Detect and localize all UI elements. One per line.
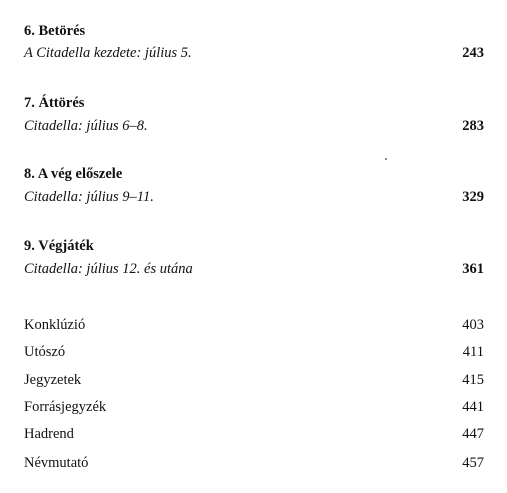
chapter-subtitle-line [24, 258, 484, 280]
chapter-subtitle: A Citadella kezdete: július 5. [24, 45, 192, 61]
back-matter-entry [24, 396, 484, 418]
chapter-page-number: 361 [462, 261, 484, 277]
chapter-page-number: 243 [462, 45, 484, 61]
back-matter-entry [24, 314, 484, 336]
chapter-subtitle: Citadella: július 6–8. [24, 118, 148, 134]
chapter-page-number: 329 [462, 189, 484, 205]
back-matter-page-number: 447 [462, 426, 484, 442]
back-matter-label: Forrásjegyzék [24, 399, 107, 415]
chapter-title: 9. Végjáték [24, 238, 94, 254]
chapter-title: 8. A vég előszele [24, 166, 123, 182]
back-matter-page-number: 441 [462, 399, 484, 415]
chapter-title-line [24, 20, 484, 42]
chapter-page-number: 283 [462, 118, 484, 134]
back-matter-label: Utószó [24, 344, 66, 360]
back-matter-entry [24, 341, 484, 363]
back-matter-label: Hadrend [24, 426, 74, 442]
back-matter-page-number: 411 [462, 344, 484, 360]
scan-speck [385, 158, 387, 160]
back-matter-label: Névmutató [24, 455, 89, 471]
back-matter-label: Jegyzetek [24, 372, 82, 388]
back-matter-entry [24, 452, 484, 474]
back-matter-page-number: 403 [462, 317, 484, 333]
chapter-title-line [24, 235, 484, 257]
back-matter-label: Konklúzió [24, 317, 86, 333]
chapter-subtitle-line [24, 186, 484, 208]
back-matter-entry [24, 369, 484, 391]
back-matter-page-number: 457 [462, 455, 484, 471]
chapter-title-line [24, 163, 484, 185]
chapter-subtitle-line [24, 115, 484, 137]
chapter-subtitle-line [24, 42, 484, 64]
chapter-title: 7. Áttörés [24, 95, 85, 111]
back-matter-page-number: 415 [462, 372, 484, 388]
chapter-subtitle: Citadella: július 12. és utána [24, 261, 193, 277]
back-matter-entry [24, 423, 484, 445]
chapter-subtitle: Citadella: július 9–11. [24, 189, 154, 205]
chapter-title: 6. Betörés [24, 23, 86, 39]
chapter-title-line [24, 92, 484, 114]
